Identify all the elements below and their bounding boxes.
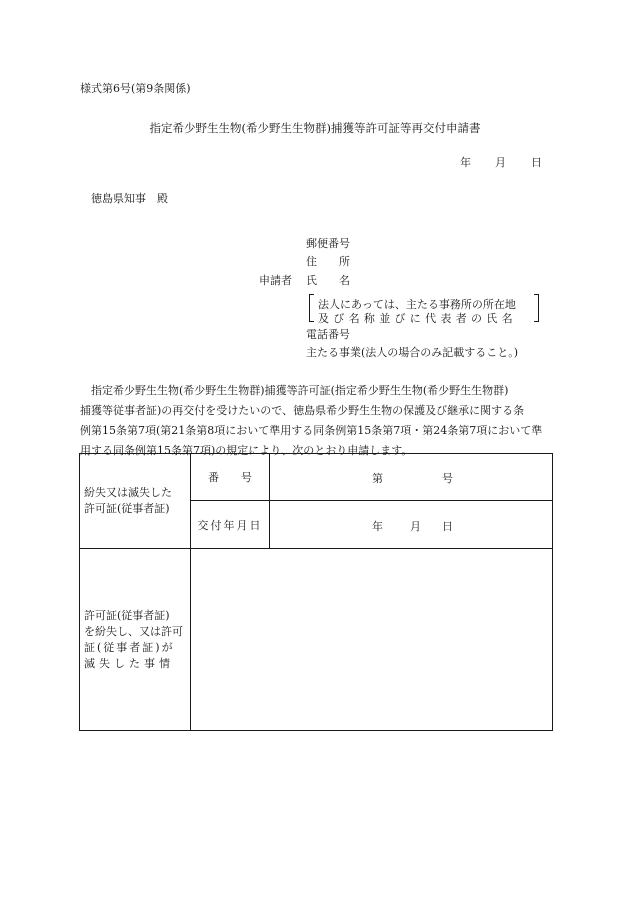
document-title: 指定希少野生生物(希少野生生物群)捕獲等許可証等再交付申請書 bbox=[149, 121, 481, 135]
date-year-label: 年 bbox=[460, 156, 471, 169]
business-label: 主たる事業(法人の場合のみ記載すること。) bbox=[306, 346, 519, 359]
application-statement bbox=[80, 381, 552, 461]
number-suffix: 号 bbox=[442, 472, 453, 485]
issue-year-label: 年 bbox=[372, 519, 383, 533]
addressee: 徳島県知事 殿 bbox=[91, 192, 168, 205]
statement-line: 捕獲等従事者証)の再交付を受けたいので、徳島県希少野生生物の保護及び継承に関する条 bbox=[80, 404, 525, 417]
corporate-note-line1: 法人にあっては、主たる事務所の所在地 bbox=[318, 298, 516, 311]
applicant-role-label: 申請者 bbox=[259, 274, 292, 287]
postal-code-label: 郵便番号 bbox=[306, 237, 350, 250]
corporate-note-line2: 及び名称並びに代表者の氏名 bbox=[318, 312, 517, 325]
form-number: 様式第6号(第9条関係) bbox=[80, 82, 191, 95]
left-bracket bbox=[309, 294, 314, 322]
circumstances-label: 許可証(従事者証) を紛失し、又は許可 証(従事者証)が 滅失した事情 bbox=[80, 549, 191, 731]
name-label: 氏 名 bbox=[306, 274, 350, 287]
issue-month-label: 月 bbox=[410, 519, 421, 533]
date-month-label: 月 bbox=[495, 156, 506, 169]
application-table bbox=[79, 453, 553, 731]
phone-label: 電話番号 bbox=[306, 328, 350, 341]
statement-line: 例第15条第7項(第21条第8項において準用する同条例第15条第7項・第24条第7項において準 bbox=[80, 424, 543, 437]
statement-line: 指定希少野生生物(希少野生生物群)捕獲等許可証(指定希少野生生物(希少野生生物群) bbox=[80, 384, 509, 397]
issue-date-label: 交付年月日 bbox=[191, 501, 270, 549]
circumstances-field[interactable] bbox=[191, 549, 553, 731]
number-label: 番 号 bbox=[191, 454, 270, 501]
date-day-label: 日 bbox=[531, 156, 542, 169]
lost-permit-label: 紛失又は滅失した 許可証(従事者証) bbox=[80, 454, 191, 549]
number-prefix: 第 bbox=[372, 472, 383, 485]
statement-line: 用する同条例第15条第7項)の規定により、次のとおり申請します。 bbox=[80, 444, 413, 457]
number-field[interactable] bbox=[270, 454, 553, 501]
right-bracket bbox=[534, 294, 539, 322]
issue-day-label: 日 bbox=[442, 519, 453, 533]
address-label: 住 所 bbox=[306, 255, 350, 268]
corporate-note bbox=[309, 294, 539, 325]
issue-date-field[interactable] bbox=[270, 501, 553, 549]
